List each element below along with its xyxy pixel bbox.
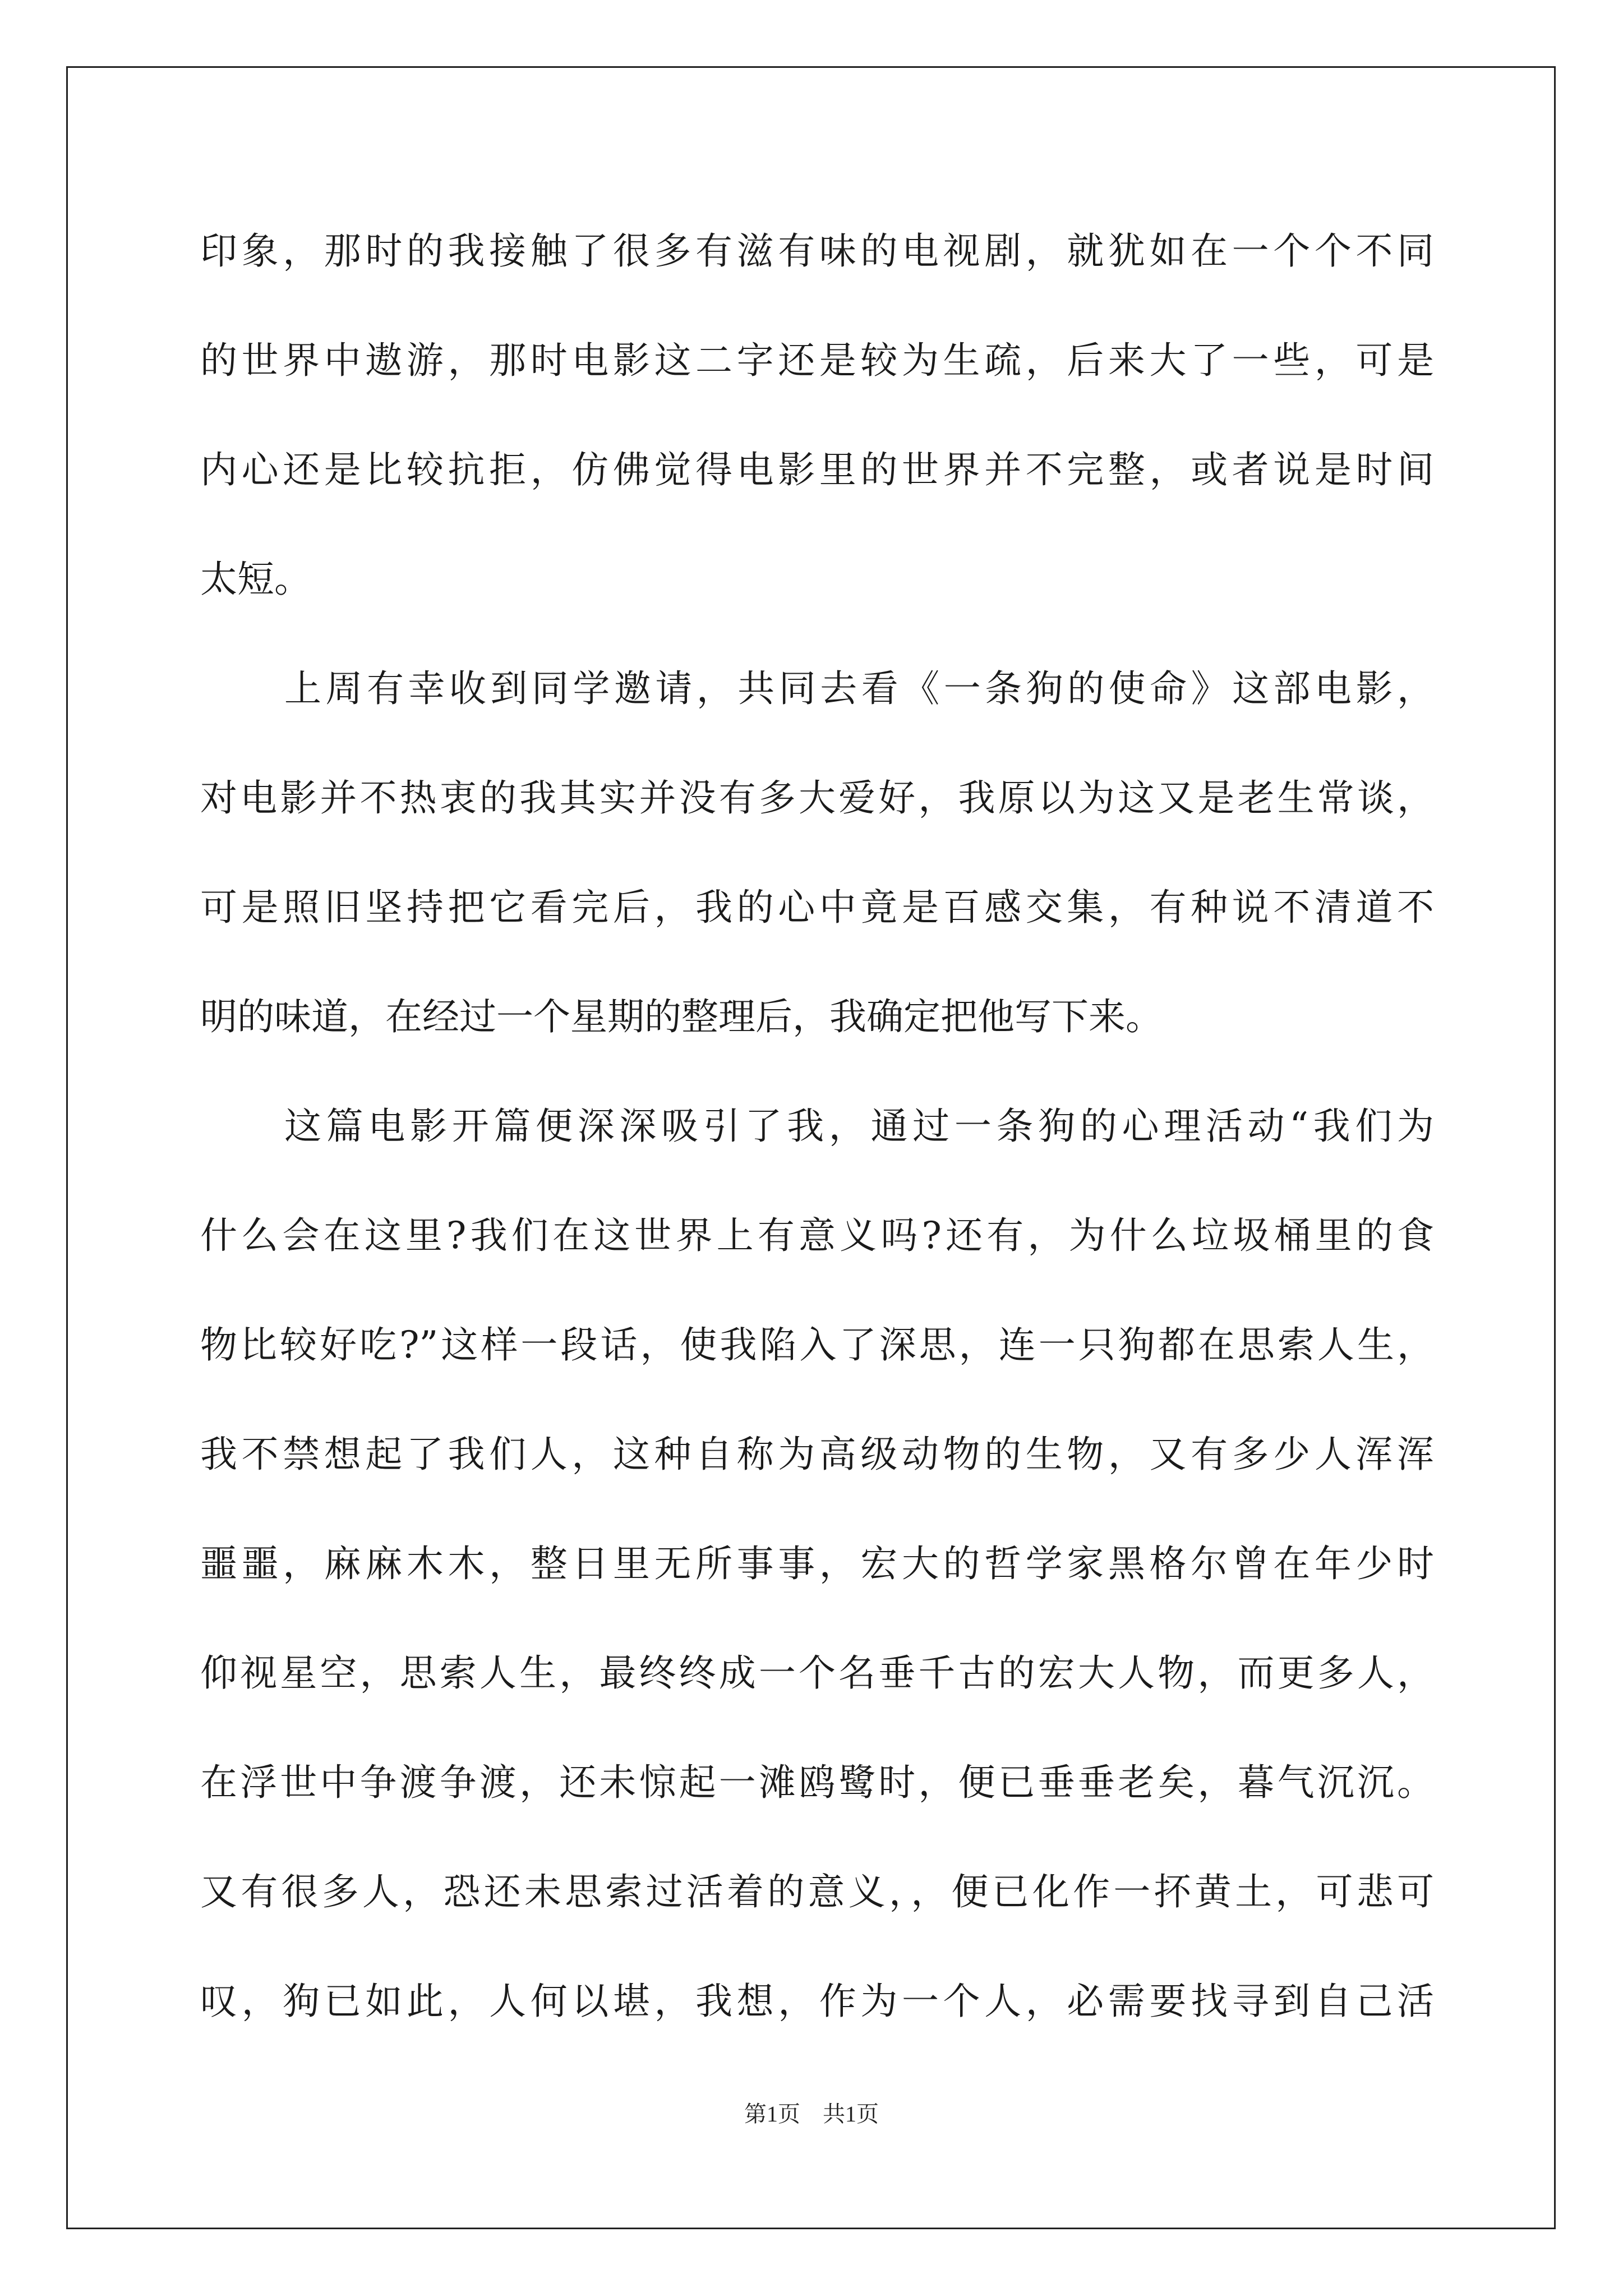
- text-line-8: 明的味道，在经过一个星期的整理后，我确定把他写下来。: [200, 995, 1163, 1038]
- text-line-11: 物比较好吃?”这样一段话，使我陷入了深思，连一只狗都在思索人生，: [200, 1323, 1434, 1366]
- text-line-16: 又有很多人，恐还未思索过活着的意义，，便已化作一抔黄土，可悲可: [200, 1870, 1434, 1913]
- text-line-15: 在浮世中争渡争渡，还未惊起一滩鸥鹭时，便已垂垂老矣，暮气沉沉。: [200, 1761, 1434, 1804]
- text-line-17: 叹，狗已如此，人何以堪，我想，作为一个人，必需要找寻到自己活: [200, 1980, 1434, 2023]
- text-line-9: 这篇电影开篇便深深吸引了我，通过一条狗的心理活动“我们为: [284, 1105, 1434, 1148]
- document-body: [200, 223, 1434, 2083]
- text-line-14: 仰视星空，思索人生，最终终成一个名垂千古的宏大人物，而更多人，: [200, 1651, 1434, 1695]
- text-line-12: 我不禁想起了我们人，这种自称为高级动物的生物，又有多少人浑浑: [200, 1433, 1434, 1476]
- text-line-1: 印象，那时的我接触了很多有滋有味的电视剧，就犹如在一个个不同: [200, 229, 1434, 273]
- text-line-6: 对电影并不热衷的我其实并没有多大爱好，我原以为这又是老生常谈，: [200, 776, 1434, 820]
- text-line-2: 的世界中遨游，那时电影这二字还是较为生疏，后来大了一些，可是: [200, 339, 1434, 382]
- text-line-7: 可是照旧坚持把它看完后，我的心中竟是百感交集，有种说不清道不: [200, 886, 1434, 929]
- text-line-4: 太短。: [200, 558, 311, 601]
- page-number-footer: 第1页 共1页: [744, 2101, 879, 2127]
- text-line-10: 什么会在这里?我们在这世界上有意义吗?还有，为什么垃圾桶里的食: [200, 1214, 1434, 1257]
- text-line-5: 上周有幸收到同学邀请，共同去看《一条狗的使命》这部电影，: [284, 667, 1434, 710]
- text-line-3: 内心还是比较抗拒，仿佛觉得电影里的世界并不完整，或者说是时间: [200, 448, 1434, 491]
- text-line-13: 噩噩，麻麻木木，整日里无所事事，宏大的哲学家黑格尔曾在年少时: [200, 1542, 1434, 1585]
